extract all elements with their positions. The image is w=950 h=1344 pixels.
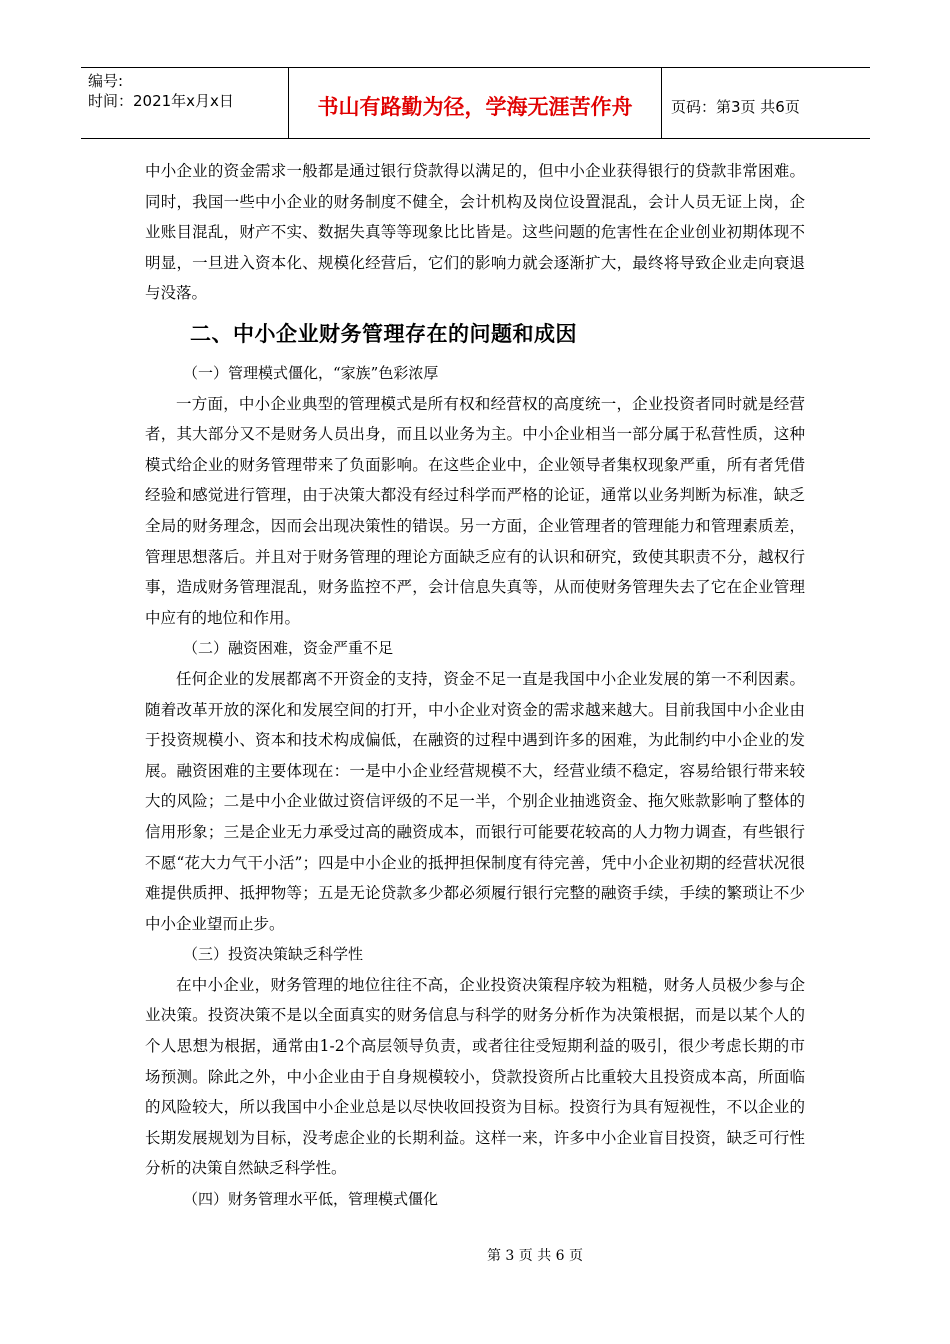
- document-date: 时间：2021年x月x日: [88, 92, 234, 110]
- intro-paragraph: 中小企业的资金需求一般都是通过银行贷款得以满足的，但中小企业获得银行的贷款非常困难。同时，我国一些中小企业的财务制度不健全，会计机构及岗位设置混乱，会计人员无证上岗，企业账目混乱，财产不实、数据失真等等现象比比皆是。这些问题的危害性在企业创业初期体现不明显，一旦进入资本化、规模化经营后，它们的影响力就会逐渐扩大，最终将导致企业走向衰退与没落。: [145, 162, 805, 303]
- paragraph-2: 任何企业的发展都离不开资金的支持，资金不足一直是我国中小企业发展的第一不利因素。随着改革开放的深化和发展空间的打开，中小企业对资金的需求越来越大。目前我国中小企业由于投资规模小、资本和技术构成偏低，在融资的过程中遇到许多的困难，为此制约中小企业的发展。融资困难的主要体现在：一是中小企业经营规模不大，经营业绩不稳定，容易给银行带来较大的风险；二是中小企业做过资信评级的不足一半，个别企业抽逃资金、拖欠账款影响了整体的信用形象；三是企业无力承受过高的融资成本，而银行可能要花较高的人力物力调查，有些银行不愿“花大力气干小活”；四是中小企业的抵押担保制度有待完善，凭中小企业初期的经营状况很难提供质押、抵押物等；五是无论贷款多少都必须履行银行完整的融资手续，手续的繁琐让不少中小企业望而止步。: [145, 669, 805, 933]
- document-code-label: 编号:: [88, 72, 124, 90]
- subheading-4: （四）财务管理水平低，管理模式僵化: [183, 1190, 439, 1209]
- page-footer: 第 3 页 共 6 页: [486, 1248, 584, 1264]
- main-content: [145, 358, 805, 1215]
- subheading-2: （二）融资困难，资金严重不足: [183, 639, 394, 658]
- page-header: [81, 67, 870, 139]
- header-motto: 书山有路勤为径，学海无涯苦作舟: [289, 68, 662, 138]
- intro-section: [145, 156, 805, 309]
- paragraph-1: 一方面，中小企业典型的管理模式是所有权和经营权的高度统一，企业投资者同时就是经营者，其大部分又不是财务人员出身，而且以业务为主。中小企业相当一部分属于私营性质，这种模式给企业的财务管理带来了负面影响。在这些企业中，企业领导者集权现象严重，所有者凭借经验和感觉进行管理，由于决策大都没有经过科学而严格的论证，通常以业务判断为标准，缺乏全局的财务理念，因而会出现决策性的错误。另一方面，企业管理者的管理能力和管理素质差，管理思想落后。并且对于财务管理的理论方面缺乏应有的认识和研究，致使其职责不分，越权行事，造成财务管理混乱，财务监控不严，会计信息失真等，从而使财务管理失去了它在企业管理中应有的地位和作用。: [145, 394, 805, 627]
- header-page-number: 页码：第3页 共6页: [671, 97, 800, 116]
- header-meta: [81, 68, 289, 138]
- subheading-3: （三）投资决策缺乏科学性: [183, 945, 364, 964]
- paragraph-3: 在中小企业，财务管理的地位往往不高，企业投资决策程序较为粗糙，财务人员极少参与企业决策。投资决策不是以全面真实的财务信息与科学的财务分析作为决策根据，而是以某个人的个人思想为根据，通常由1-2个高层领导负责，或者往往受短期利益的吸引，很少考虑长期的市场预测。除此之外，中小企业由于自身规模较小，贷款投资所占比重较大且投资成本高，所面临的风险较大，所以我国中小企业总是以尽快收回投资为目标。投资行为具有短视性，不以企业的长期发展规划为目标，没考虑企业的长期利益。这样一来，许多中小企业盲目投资，缺乏可行性分析的决策自然缺乏科学性。: [145, 975, 805, 1178]
- section-heading: 二、中小企业财务管理存在的问题和成因: [190, 322, 577, 346]
- subheading-1: （一）管理模式僵化，“家族”色彩浓厚: [183, 364, 439, 382]
